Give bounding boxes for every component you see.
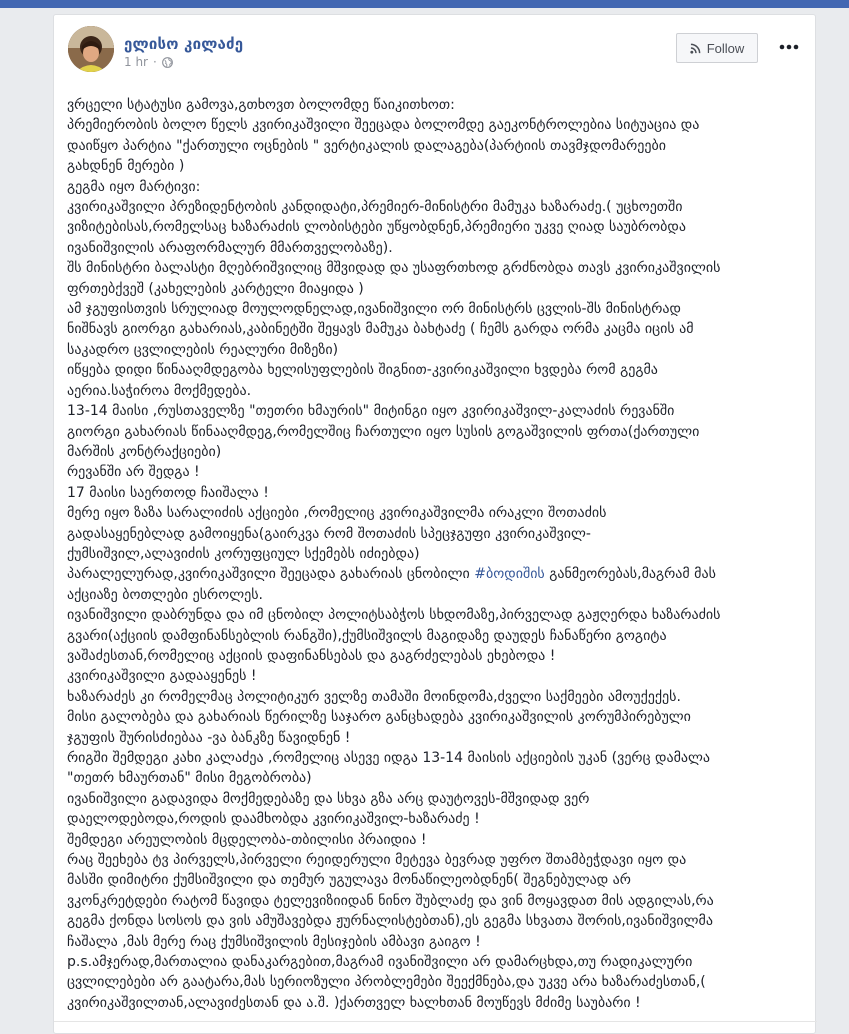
post-line: ჯგუფის შურისძიებაა -ვა ბანკზე წავიდნენ ! bbox=[67, 729, 351, 746]
post-line: p.s.ამჯერად,მართალია დანაკარგებით,მაგრამ ივანიშვილი არ დამარცხდა,თუ რადიკალური bbox=[67, 954, 693, 971]
globe-icon bbox=[162, 57, 173, 68]
post-time[interactable]: 1 hr bbox=[124, 55, 148, 69]
avatar-photo bbox=[68, 26, 114, 72]
post-line: ივანიშვილი დაბრუნდა და იმ ცნობილ პოლიტსაბჭოს სხდომაზე,პირველად გაჟღერდა ხაზარაძის bbox=[67, 607, 721, 624]
post-line: პრემიერობის ბოლო წელს კვირიკაშვილი შეეცადა ბოლომდე გაეკონტროლებია სიტუაცია და bbox=[67, 117, 700, 134]
post-line: 13-14 მაისი ,რუსთაველზე "თეთრი ხმაურის" მიტინგი იყო კვირიკაშვილ-კალაძის რევანში bbox=[67, 403, 675, 420]
post-line: რიგში შემდეგი კახი კალაძეა ,რომელიც ასევე იდგა 13-14 მაისის აქციების უკან (ვერც დამალა bbox=[67, 750, 711, 766]
post-line: მერე იყო ზაზა სარალიძის აქციები ,რომელიც კვირიკაშვილმა ირაკლი შოთაძის bbox=[67, 505, 607, 522]
post-line: რევანში არ შედგა ! bbox=[67, 464, 200, 481]
post-line: ცვლილებები არ გაატარა,მას სერიოზული პრობლემები შეექმნება,და უკვე არა ხაზარაძესთან,( bbox=[67, 974, 706, 991]
divider bbox=[54, 1021, 817, 1022]
post-meta bbox=[124, 55, 173, 69]
post-line: კვირიკაშვილთან,ალავიძესთან და ა.შ. )ქართველ ხალხთან მოუწევს მძიმე საუბარი ! bbox=[67, 994, 641, 1011]
post-line: შემდეგი არეულობის მცდელობა-თბილისი პრაიდია ! bbox=[67, 831, 427, 848]
hashtag-link[interactable]: #ბოდიშის bbox=[474, 566, 545, 583]
post-line: გახდნენ მერები ) bbox=[67, 158, 185, 175]
post-line: შს მინისტრი ბალასტი მღებრიშვილიც მშვიდად და უსაფრთხოდ გრძნობდა თავს კვირიკაშვილის bbox=[67, 260, 721, 277]
author-name[interactable]: ელისო კილაძე bbox=[124, 35, 244, 53]
post-line: მასში დიმიტრი ქუმსიშვილი და თემურ უგულავა მონაწილეობდნენ( შეგნებულად არ bbox=[67, 872, 631, 889]
post-line: აქციაზე ბოთლები ესროლეს. bbox=[67, 586, 263, 603]
avatar[interactable] bbox=[68, 26, 114, 72]
post-line: რაც შეეხება ტვ პირველს,პირველი რეიდერული მეტევა ბევრად უფრო შთამბეჭდავი იყო და bbox=[67, 852, 687, 869]
follow-label: Follow bbox=[706, 40, 745, 56]
post-line: ნიშნავს გიორგი გახარიას,კაბინეტში შეყავს მამუკა ბახტაძე ( ჩემს გარდა ორმა კაცმა იცის ამ bbox=[67, 321, 694, 338]
post-line: დაიწყო პარტია "ქართული ოცნების " ვერტიკალის დალაგება(პარტიის თავმჯდომარეები bbox=[67, 137, 666, 154]
post-card bbox=[53, 14, 816, 1034]
post-text bbox=[67, 95, 802, 1013]
post-line: გეგმა იყო მარტივი: bbox=[67, 178, 201, 195]
rss-icon bbox=[690, 43, 701, 54]
post-line: ფრთებქვეშ (კახელების კარტელი მიაყიდა ) bbox=[67, 280, 364, 297]
post-line: ვკონკრეტდები რატომ წავიდა ტელევიზიიდან ნინო შუბლაძე და ვინ მოყავდათ მის ადგილას,რა bbox=[67, 892, 714, 909]
post-line: ამ ჯგუფისთვის სრულიად მოულოდნელად,ივანიშვილი ორ მინისტრს ცვლის-შს მინისტრად bbox=[67, 301, 681, 318]
post-line: ჩაშალა ,მას მერე რაც ქუმსიშვილის მესიჯების ამბავი გაიგო ! bbox=[67, 933, 481, 950]
post-line: გეგმა ქონდა სოსოს და ვის ამუშავებდა ჟურნალისტებთან),ეს გეგმა სხვათა შორის,ივანიშვილმა bbox=[67, 913, 713, 930]
top-nav-bar bbox=[0, 0, 849, 8]
post-line: გიორგი გახარიას წინააღმდეგ,რომელშიც ჩართული იყო სუსის გოგაშვილის ფრთა(ქართული bbox=[67, 423, 700, 440]
post-line: "თეთრ ხმაურთან" მისი მეგობრობა) bbox=[67, 770, 312, 787]
post-line: პარალელურად,კვირიკაშვილი შეეცადა გახარიას ცნობილი #ბოდიშის განმეორებას,მაგრამ მას bbox=[67, 566, 716, 583]
post-line: ივანიშვილის არაფორმალურ მმართველობაზე). bbox=[67, 239, 393, 256]
post-line: მარშის კონტრაქციები) bbox=[67, 443, 222, 460]
post-line: საკადრო ცვლილების რეალური მიზეზი) bbox=[67, 341, 339, 358]
post-line: ქუმსიშვილ,ალავიძის კორუფციულ სქემებს იძიებდა) bbox=[67, 545, 420, 562]
post-line: გადასაყენებლად გამოიყენა(გაირკვა რომ შოთაძის სპეცჯგუფი კვირიკაშვილ- bbox=[67, 525, 591, 542]
meta-separator: · bbox=[153, 55, 157, 69]
post-line: ხაზარაძეს კი რომელმაც პოლიტიკურ ველზე თამაში მოინდომა,ძველი საქმეები ამოუქექეს. bbox=[67, 688, 681, 705]
post-line: ვრცელი სტატუსი გამოვა,გთხოვთ ბოლომდე წაიკითხოთ: bbox=[67, 97, 455, 113]
post-line: 17 მაისი საერთოდ ჩაიშალა ! bbox=[67, 484, 269, 501]
post-line: იწყება დიდი წინააღმდეგობა ხელისუფლების შიგნით-კვირიკაშვილი ხვდება რომ გეგმა bbox=[67, 362, 658, 379]
post-line: ვაშაძესთან,რომელიც აქციის დაფინანსებას და გაგრძელებას ეხებოდა ! bbox=[67, 647, 556, 664]
post-line: ვიზიტებისას,რომელსაც ხაზარაძის ლობისტები უწყობდნენ,პრემიერი უკვე ღიად საუბრობდა bbox=[67, 219, 686, 236]
post-line: მისი გალობება და გახარიას წერილზე საჯარო განცხადება კვირიკაშვილის კორუმპირებული bbox=[67, 709, 691, 726]
follow-button[interactable] bbox=[676, 33, 758, 63]
post-line: კვირიკაშვილი გადააყენეს ! bbox=[67, 668, 257, 685]
post-line: კვირიკაშვილი პრეზიდენტობის კანდიდატი,პრემიერ-მინისტრი მამუკა ხაზარაძე.( უცხოეთში bbox=[67, 199, 683, 216]
post-line: აერია.საჭიროა მოქმედება. bbox=[67, 382, 252, 399]
more-options-button[interactable] bbox=[776, 35, 802, 59]
post-line: დაელოდებოდა,როდის დაამხობდა კვირიკაშვილ-ხაზარაძე ! bbox=[67, 811, 480, 828]
post-line: გვარი(აქციის დამფინანსებლის რანგში),ქუმსიშვილს მაგიდაზე დაუდეს ჩანაწერი გოგიტა bbox=[67, 627, 667, 644]
more-horizontal-icon bbox=[779, 44, 799, 50]
post-line: ივანიშვილი გადავიდა მოქმედებაზე და სხვა გზა არც დაუტოვეს-მშვიდად ვერ bbox=[67, 790, 590, 807]
